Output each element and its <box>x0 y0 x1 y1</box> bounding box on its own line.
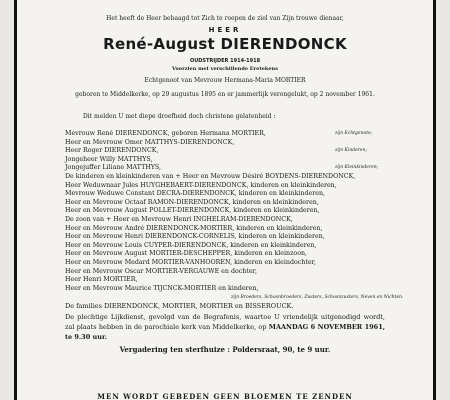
families-line: De families DIERENDONCK, MORTIER, MORTIER en BISSEROUCK. <box>65 302 294 310</box>
family-member-line: Heer en Mevrouw August MORTIER-DESCHEPPER, kinderen en kleinzoon, <box>65 250 308 258</box>
family-member-line: Heer en Mevrouw André DIERENDONCK-MORTIER, kinderen en kleinkinderen, <box>65 224 323 232</box>
card-sheet <box>17 0 433 400</box>
decorations-line: Voorzien met verschillende Eretekens <box>172 66 278 72</box>
mass-date: MAANDAG 6 NOVEMBER 1961, te 9.30 uur. <box>65 323 385 341</box>
funeral-service-text <box>65 312 385 342</box>
family-member-line: Heer en Mevrouw Medard MORTIER-VANHOOREN, kinderen en kleindochter, <box>65 259 316 266</box>
spouse-line: Echtgenoot van Mevrouw Hermana-Maria MORTIER <box>144 77 306 84</box>
mass-text: De plechtige Lijkdienst, gevolgd van de Begrafenis, waartoe U vriendelijk uitgenodigd wordt, zal plaats hebben in de parochiale kerk van Middelkerke, op <box>65 313 385 331</box>
family-member-line: Mevrouw René DIERENDONCK, geboren Hermana MORTIER, <box>65 130 266 137</box>
family-member-line: Heer Roger DIERENDONCK, <box>65 147 159 155</box>
family-member-line: De kinderen en kleinkinderen van + Heer en Mevrouw Désiré BOYDENS-DIERENDONCK, <box>65 173 356 180</box>
deceased-name: René-August DIERENDONCK <box>103 35 347 53</box>
heer-heading: HEER <box>208 26 242 34</box>
gathering-line: Vergadering ten sterfhuize : Poldersraat, 90, te 9 uur. <box>119 345 331 354</box>
relatives-sub: zijn Broeders, Schoonbroeders, Zusters, Schoonzusters, Neven en Nichten. <box>231 295 404 300</box>
family-member-line: Heer Henri MORTIER, <box>65 276 138 284</box>
family-member-line: Heer en Mevrouw Octaaf RAMON-DIERENDONCK, kinderen en kleinkinderen, <box>65 198 319 206</box>
family-member-line: Heer en Mevrouw Maurice TIJCNCK-MORTIER en kinderen, <box>65 284 259 292</box>
family-member-line: Heer en Mevrouw Oscar MORTIER-VERGAUWE en dochter, <box>65 267 257 275</box>
family-member-line: Heer en Mevrouw Louis CUYPER-DIERENDONCK, kinderen en kleinkinderen, <box>65 241 317 249</box>
family-member-line: Heer Weduwnaar Jules HUYGHEBAERT-DIERENDONCK, kinderen en kleinkinderen, <box>65 181 337 189</box>
family-member-line: Heer en Mevrouw Henri DIERENDONCK-CORNELIS, kinderen en kleinkinderen, <box>65 233 325 241</box>
family-member-line: Jongejuffer Liliane MATTHYS, <box>65 164 162 172</box>
family-role: zijn Kleinkinderen; <box>335 165 379 171</box>
birth-death-line: geboren te Middelkerke, op 29 augustus 1895 en er jammerlijk verongelukt, op 2 november 1961. <box>75 91 375 98</box>
bottom-cut-line: MEN WORDT GEBEDEN GEEN BLOEMEN TE ZENDEN <box>97 392 353 400</box>
intro-line: Het heeft de Heer behaagd tot Zich te roepen de ziel van Zijn trouwe dienaar, <box>106 15 344 22</box>
obituary-card <box>14 0 436 400</box>
family-role: zijn Kinderen; <box>335 148 368 154</box>
announce-line: Dit melden U met diepe droefheid doch christene gelatenheid : <box>83 113 276 120</box>
family-member-line: Heer en Mevrouw August POLLET-DIERENDONCK, kinderen en kleinkinderen, <box>65 207 320 215</box>
veteran-title: OUDSTRIJDER 1914-1918 <box>189 58 261 64</box>
family-member-line: Heer en Mevrouw Omer MATTHYS-DIERENDONCK, <box>65 138 235 146</box>
family-member-line: Mevrouw Weduwe Constant DECRA-DIERENDONCK, kinderen en kleinkinderen, <box>65 190 326 198</box>
family-role: zijn Echtgenote; <box>335 131 373 136</box>
family-member-line: De zoon van + Heer en Mevrouw Henri INGHELRAM-DIERENDONCK, <box>65 216 293 223</box>
family-member-line: Jongeheer Willy MATTHYS, <box>65 155 153 163</box>
